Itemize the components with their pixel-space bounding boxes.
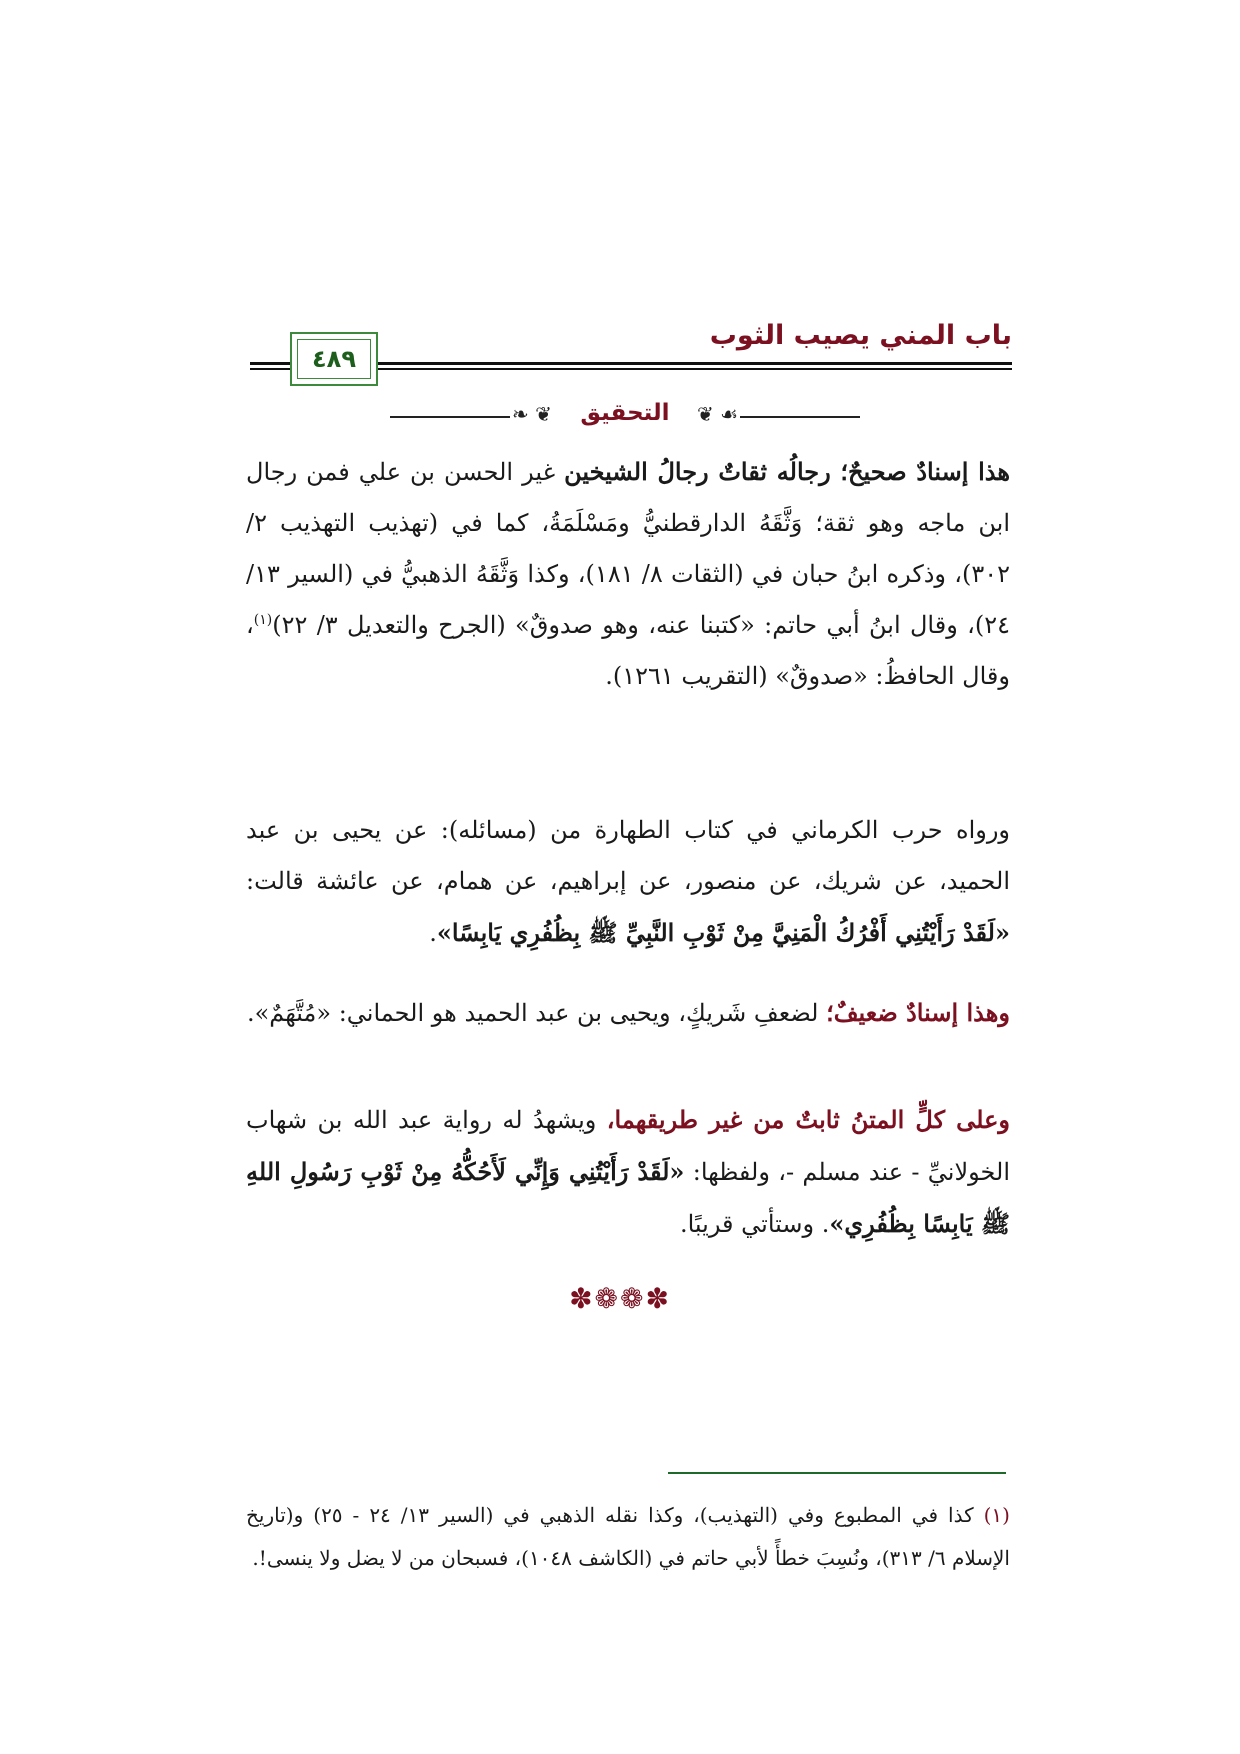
section-heading [390,398,860,434]
paragraph-harb-narration [246,805,1010,959]
separator-ornament-icon: ✽❁❁✽ [569,1282,671,1315]
paragraph-text: ويشهدُ له رواية عبد الله بن شهاب الخولانيِّ - عند مسلم -، ولفظها: [246,1106,1010,1186]
footnote-text: كذا في المطبوع وفي (التهذيب)، وكذا نقله الذهبي في (السير ١٣/ ٢٤ - ٢٥) و(تاريخ الإسلام ٦/ ٣١٣)، ونُسِبَ خطأً لأبي حاتم في (الكاشف ١٠٤٨)، فسبحان من لا يضل ولا ينسى!. [246,1503,1010,1570]
footnote-divider [668,1472,1006,1474]
chapter-title: باب المني يصيب الثوب [709,320,1012,351]
paragraph-matn-thabit [246,1094,1010,1250]
paragraph-end: . [429,919,437,947]
footnote-number: (١) [983,1503,1010,1527]
paragraph-isnad-sahih [246,446,1010,702]
footnote-reference[interactable]: (١) [253,612,273,628]
page-number: ٤٨٩ [312,345,356,373]
page-number-frame [290,332,378,386]
heading-ornament-right-icon: ❦ ☙ [696,402,738,426]
paragraph-text: ورواه حرب الكرماني في كتاب الطهارة من (مسائله): عن يحيى بن عبد الحميد، عن شريك، عن منصور، عن إبراهيم، عن همام، عن عائشة قالت: [246,816,1011,895]
heading-ornament-left-icon: ❧ ❦ [512,402,552,426]
paragraph-lead: وهذا إسنادٌ ضعيفٌ؛ [826,998,1010,1027]
section-title: التحقيق [580,400,670,426]
footnote [246,1494,1010,1580]
hadith-quote: «لَقَدْ رَأَيْتُنِي أَفْرُكُ الْمَنِيَّ مِنْ ثَوْبِ النَّبِيِّ ﷺ بِظُفُرِي يَابِسًا» [436,918,1010,947]
running-header [250,312,1012,390]
paragraph-text: لضعفِ شَريكٍ، ويحيى بن عبد الحميد هو الحماني: «مُتَّهَمٌ». [246,999,827,1027]
paragraph-text-end: ، وقال الحافظُ: «صدوقٌ» (التقريب ١٢٦١). [246,611,1010,690]
paragraph-end: . وستأتي قريبًا. [679,1210,830,1238]
paragraph-text: غير الحسن بن علي فمن رجال ابن ماجه وهو ثقة؛ وَثَّقَهُ الدارقطنيُّ ومَسْلَمَةُ، كما في (تهذيب التهذيب ٢/ ٣٠٢)، وذكره ابنُ حبان في (الثقات ٨/ ١٨١)، وكذا وَثَّقَهُ الذهبيُّ في (السير ١٣/ ٢٤)، وقال ابنُ أبي حاتم: «كتبنا عنه، وهو صدوقٌ» (الجرح والتعديل ٣/ ٢٢) [246,458,1011,639]
paragraph-lead: وعلى كلٍّ المتنُ ثابتٌ من غير طريقهما، [606,1105,1010,1134]
hadith-quote: «لَقَدْ رَأَيْتُنِي وَإِنِّي لَأَحُكُّهُ مِنْ ثَوْبِ رَسُولِ اللهِ ﷺ يَابِسًا بِظُفُرِي» [246,1157,1010,1238]
paragraph-isnad-daif [246,987,1010,1039]
paragraph-lead: هذا إسنادٌ صحيحٌ؛ رجالُه ثقاتٌ رجالُ الشيخين [564,457,1010,486]
